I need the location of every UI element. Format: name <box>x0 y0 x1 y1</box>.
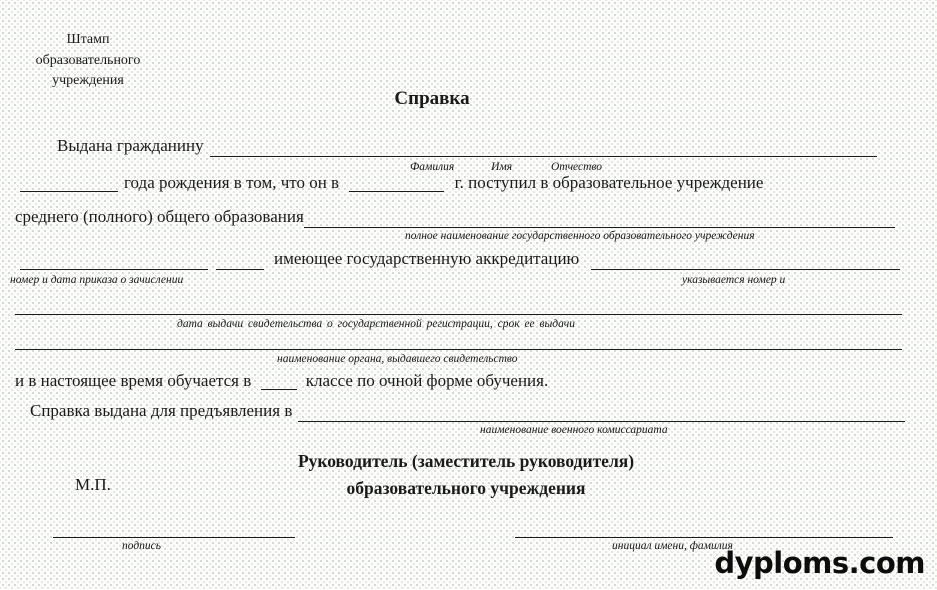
blank-signatory-name <box>515 520 893 538</box>
blank-issuing-authority <box>15 332 902 350</box>
caption-surname: Фамилия <box>410 161 455 173</box>
blank-signature <box>53 520 295 538</box>
seal-placeholder: М.П. <box>75 475 111 494</box>
education-row <box>15 206 895 228</box>
blank-enrollment-year <box>349 177 444 192</box>
caption-patronymic: Отчество <box>550 161 603 173</box>
institution-caption: полное наименование государственного образовательного учреждения <box>405 230 755 242</box>
accreditation-row <box>20 248 900 270</box>
watermark-site-name: dyploms.com <box>714 546 925 580</box>
signatory-title-line2: образовательного учреждения <box>346 478 586 498</box>
issued-to-label: Выдана гражданину <box>57 136 204 155</box>
blank-grade <box>261 375 297 390</box>
document-title: Справка <box>394 88 470 109</box>
registration-caption: дата выдачи свидетельства о государственной регистрации, срок ее выдачи <box>177 318 575 330</box>
issued-to-row <box>57 135 877 157</box>
order-caption: номер и дата приказа о зачислении <box>10 274 184 286</box>
blank-citizen-name <box>210 136 877 157</box>
blank-birth-year <box>20 177 118 192</box>
signatory-name-caption: инициал имени, фамилия <box>612 540 733 552</box>
authority-caption: наименование органа, выдавшего свидетельство <box>277 353 518 365</box>
blank-institution-name <box>304 207 895 228</box>
study-text-before: и в настоящее время обучается в <box>15 371 252 390</box>
education-label: среднего (полного) общего образования <box>15 207 304 226</box>
signatory-title-line1: Руководитель (заместитель руководителя) <box>297 451 635 471</box>
birth-line-text: года рождения в том, что он в <box>124 173 340 192</box>
study-row <box>15 370 548 392</box>
blank-registration-certificate <box>15 297 902 315</box>
presentation-label: Справка выдана для предъявления в <box>30 401 293 420</box>
blank-order-date <box>216 249 264 270</box>
stamp-placeholder <box>8 30 168 92</box>
presentation-row <box>30 400 905 422</box>
caption-name: Имя <box>491 161 513 173</box>
blank-military-commissariat <box>298 401 905 422</box>
stamp-line: Штамп <box>66 32 110 47</box>
stamp-line: учреждения <box>52 73 124 88</box>
accreditation-label: имеющее государственную аккредитацию <box>274 249 580 268</box>
blank-order-number <box>20 249 208 270</box>
enrollment-text: г. поступил в образовательное учреждение <box>454 173 764 192</box>
blank-accreditation-number <box>591 249 900 270</box>
accreditation-caption: указывается номер и <box>682 274 786 286</box>
study-text-after: классе по очной форме обучения. <box>305 371 549 390</box>
commissariat-caption: наименование военного комиссариата <box>480 424 668 436</box>
birth-year-row <box>20 172 763 194</box>
signature-caption: подпись <box>122 540 162 552</box>
stamp-line: образовательного <box>35 52 141 68</box>
